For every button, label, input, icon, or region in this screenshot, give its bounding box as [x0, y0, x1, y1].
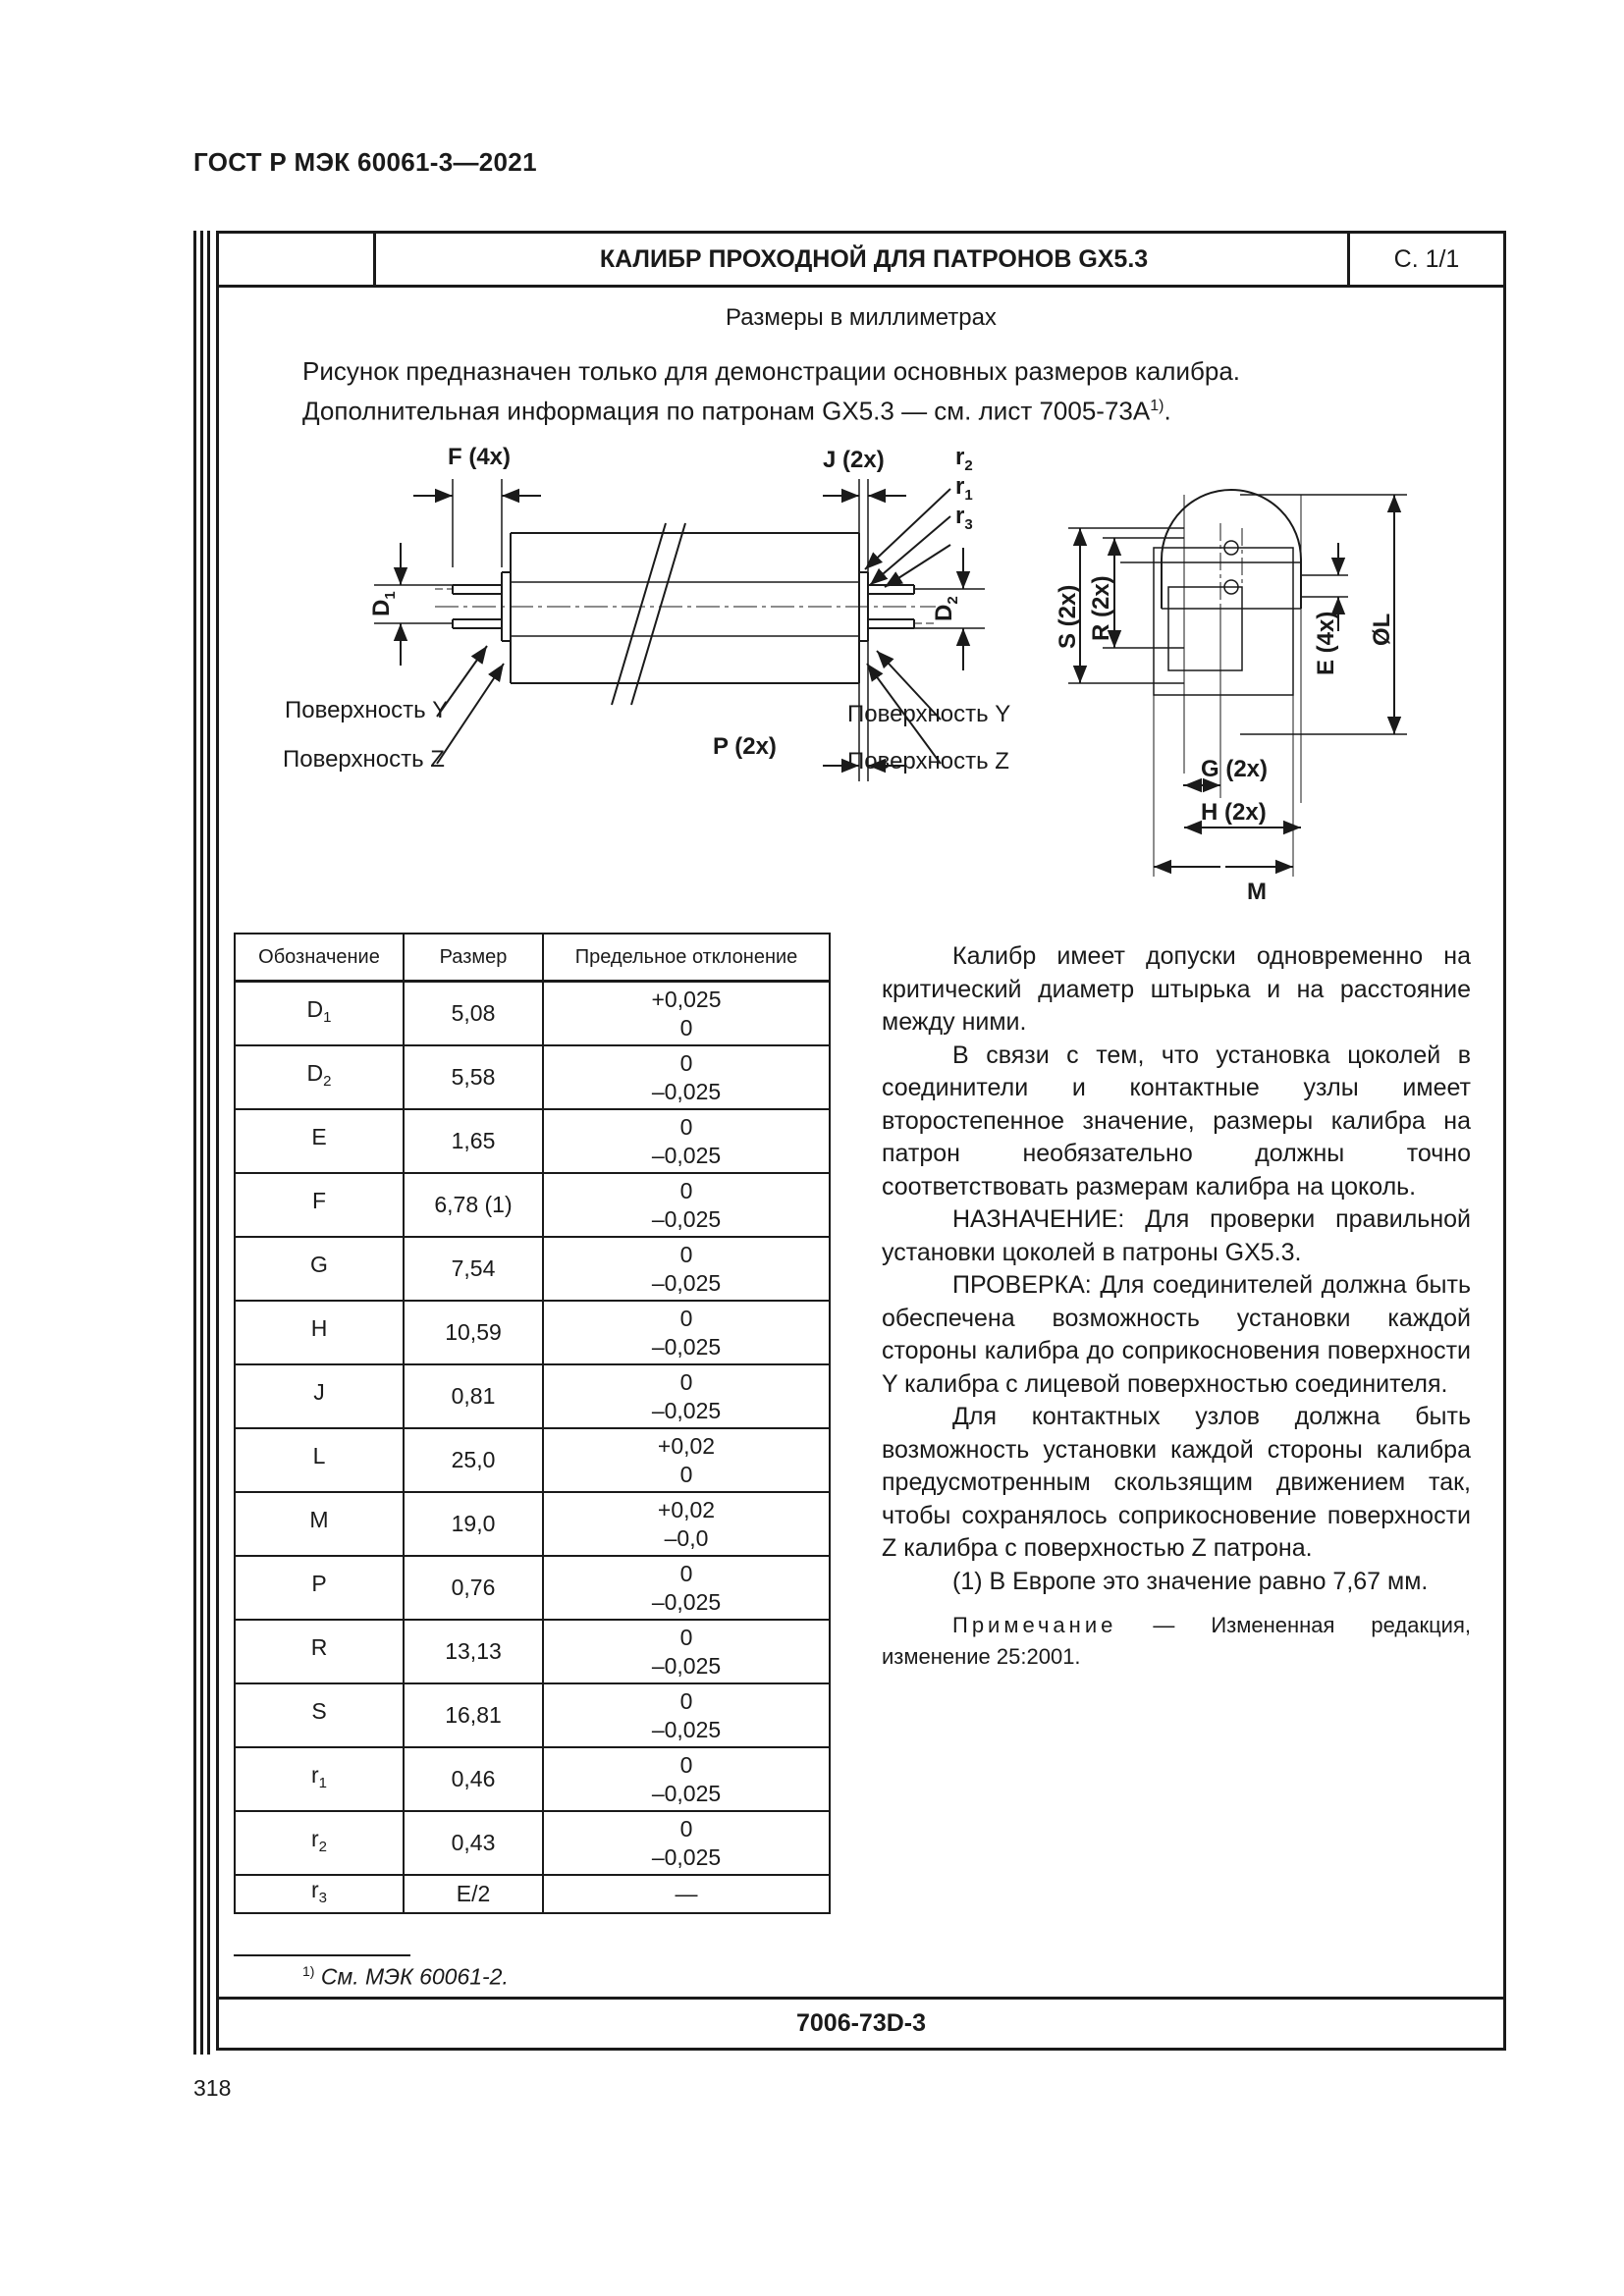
label-D2: $D_2$	[931, 596, 961, 621]
table-row	[235, 1428, 830, 1492]
paragraph-1: Калибр имеет допуски одновременно на критический диаметр штырька и на расстояние между ними.	[882, 942, 1471, 1036]
table-header-deviation: Предельное отклонение	[543, 934, 830, 982]
label-surface-y-right: Поверхность Y	[847, 701, 1011, 727]
cell-deviation: 0 –0,025	[543, 1683, 830, 1747]
cell-symbol: L	[235, 1428, 404, 1492]
cell-symbol: H	[235, 1301, 404, 1364]
label-surface-z-left: Поверхность Z	[283, 746, 445, 773]
table-row	[235, 1301, 830, 1364]
footnote	[302, 1963, 509, 1991]
table-header-symbol: Обозначение	[235, 934, 404, 982]
cell-symbol: E	[235, 1109, 404, 1173]
paragraph-contact: Для контактных узлов должна быть возможность установки каждой стороны калибра предусмотренным скользящим движением так, чтобы сохранялось соприкосновение поверхности Z калибра с поверхностью Z патрона.	[882, 1403, 1471, 1562]
label-P: P (2x)	[713, 733, 777, 760]
label-L: ØL	[1369, 613, 1395, 646]
cell-deviation: —	[543, 1875, 830, 1913]
intro-line-1: Рисунок предназначен только для демонстрации основных размеров калибра.	[302, 356, 1241, 386]
cell-size: 5,08	[404, 982, 543, 1046]
cell-symbol: $D_1$	[235, 982, 404, 1046]
label-R: R (2x)	[1088, 575, 1114, 641]
cell-deviation: +0,025 0	[543, 982, 830, 1046]
side-view	[374, 479, 985, 781]
table-row	[235, 1492, 830, 1556]
paragraph-check: ПРОВЕРКА: Для соединителей должна быть обеспечена возможность установки каждой стороны калибра до соприкосновения поверхности Y калибра с лицевой поверхностью соединителя.	[882, 1271, 1471, 1398]
document-header: ГОСТ Р МЭК 60061-3—2021	[193, 147, 537, 177]
table-row	[235, 1811, 830, 1875]
label-D1: $D_1$	[368, 591, 399, 616]
end-view-labels	[1055, 575, 1395, 905]
sheet-code: 7006-73D-3	[219, 1997, 1503, 2048]
paragraph-europe-note: (1) В Европе это значение равно 7,67 мм.	[952, 1567, 1429, 1595]
label-S: S (2x)	[1055, 584, 1081, 649]
cell-size: 6,78 (1)	[404, 1173, 543, 1237]
intro-text	[302, 353, 1240, 429]
cell-deviation: 0 –0,025	[543, 1237, 830, 1301]
cell-symbol: $r_3$	[235, 1875, 404, 1913]
cell-deviation: +0,02 –0,0	[543, 1492, 830, 1556]
cell-deviation: 0 –0,025	[543, 1620, 830, 1683]
table-row	[235, 1045, 830, 1109]
label-J: J (2x)	[823, 447, 885, 473]
description-text	[882, 940, 1471, 1673]
cell-size: 0,43	[404, 1811, 543, 1875]
cell-size: 0,81	[404, 1364, 543, 1428]
cell-deviation: 0 –0,025	[543, 1173, 830, 1237]
label-surface-z-right: Поверхность Z	[847, 748, 1009, 774]
cell-deviation: 0 –0,025	[543, 1811, 830, 1875]
cell-size: E/2	[404, 1875, 543, 1913]
margin-line-3	[207, 231, 210, 2055]
label-E: E (4x)	[1313, 611, 1339, 675]
table-row	[235, 1556, 830, 1620]
label-M: M	[1247, 879, 1267, 905]
footnote-text: См. МЭК 60061-2.	[314, 1963, 509, 1990]
cell-deviation: 0 –0,025	[543, 1301, 830, 1364]
table-row	[235, 1683, 830, 1747]
cell-symbol: S	[235, 1683, 404, 1747]
cell-symbol: M	[235, 1492, 404, 1556]
cell-symbol: P	[235, 1556, 404, 1620]
footnote-mark: 1)	[302, 1963, 315, 1979]
cell-deviation: 0 –0,025	[543, 1364, 830, 1428]
cell-symbol: R	[235, 1620, 404, 1683]
cell-symbol: $r_2$	[235, 1811, 404, 1875]
table-body	[235, 982, 830, 1914]
sheet-page: С. 1/1	[1347, 234, 1503, 285]
gauge-drawing	[278, 440, 1456, 921]
cell-symbol: $D_2$	[235, 1045, 404, 1109]
label-r3: $r_3$	[955, 503, 973, 533]
table-row	[235, 1620, 830, 1683]
label-r2: $r_2$	[955, 444, 973, 474]
cell-deviation: 0 –0,025	[543, 1109, 830, 1173]
table-row	[235, 1109, 830, 1173]
table-row	[235, 1173, 830, 1237]
units-caption: Размеры в миллиметрах	[726, 304, 997, 331]
cell-size: 10,59	[404, 1301, 543, 1364]
sheet-frame	[216, 231, 1506, 2051]
cell-size: 0,76	[404, 1556, 543, 1620]
paragraph-2: В связи с тем, что установка цоколей в соединители и контактные узлы имеет второстепенное значение, размеры калибра на патрон необязательно должны точно соответствовать размерам калибра на цоколь.	[882, 1041, 1471, 1201]
dimensions-table	[234, 933, 831, 1914]
margin-line-2	[200, 231, 203, 2055]
sheet-title: КАЛИБР ПРОХОДНОЙ ДЛЯ ПАТРОНОВ GX5.3	[599, 245, 1149, 273]
cell-deviation: 0 –0,025	[543, 1747, 830, 1811]
table-row	[235, 1237, 830, 1301]
cell-size: 0,46	[404, 1747, 543, 1811]
page-number: 318	[193, 2075, 232, 2101]
label-F: F (4x)	[448, 444, 512, 470]
label-surface-y-left: Поверхность Y	[285, 697, 449, 723]
label-G: G (2x)	[1201, 756, 1269, 782]
cell-size: 13,13	[404, 1620, 543, 1683]
side-view-labels	[283, 444, 1010, 774]
cell-deviation: 0 –0,025	[543, 1556, 830, 1620]
footnote-rule	[234, 1954, 410, 1956]
cell-size: 5,58	[404, 1045, 543, 1109]
cell-size: 7,54	[404, 1237, 543, 1301]
label-H: H (2x)	[1201, 799, 1267, 826]
cell-symbol: F	[235, 1173, 404, 1237]
table-row	[235, 1875, 830, 1913]
label-r1: $r_1$	[955, 473, 973, 504]
note	[882, 1610, 1471, 1673]
cell-deviation: +0,02 0	[543, 1428, 830, 1492]
cell-symbol: $r_1$	[235, 1747, 404, 1811]
title-row	[219, 234, 1503, 288]
cell-size: 25,0	[404, 1428, 543, 1492]
cell-size: 1,65	[404, 1109, 543, 1173]
title-empty-cell	[219, 234, 376, 285]
table-header-size: Размер	[404, 934, 543, 982]
table-row	[235, 1364, 830, 1428]
intro-line-2-end: .	[1164, 396, 1171, 426]
cell-size: 16,81	[404, 1683, 543, 1747]
cell-size: 19,0	[404, 1492, 543, 1556]
note-text: — Измененная редакция, изменение 25:2001.	[882, 1613, 1471, 1669]
margin-line-1	[193, 231, 196, 2055]
intro-footnote-ref: 1)	[1150, 398, 1164, 414]
cell-symbol: G	[235, 1237, 404, 1301]
cell-deviation: 0 –0,025	[543, 1045, 830, 1109]
table-row	[235, 982, 830, 1046]
cell-symbol: J	[235, 1364, 404, 1428]
intro-line-2	[302, 389, 1240, 429]
paragraph-purpose: НАЗНАЧЕНИЕ: Для проверки правильной установки цоколей в патроны GX5.3.	[882, 1205, 1471, 1266]
table-row	[235, 1747, 830, 1811]
note-label: Примечание	[952, 1613, 1117, 1637]
intro-line-2-text: Дополнительная информация по патронам GX5.3 — см. лист 7005-73A	[302, 396, 1151, 426]
